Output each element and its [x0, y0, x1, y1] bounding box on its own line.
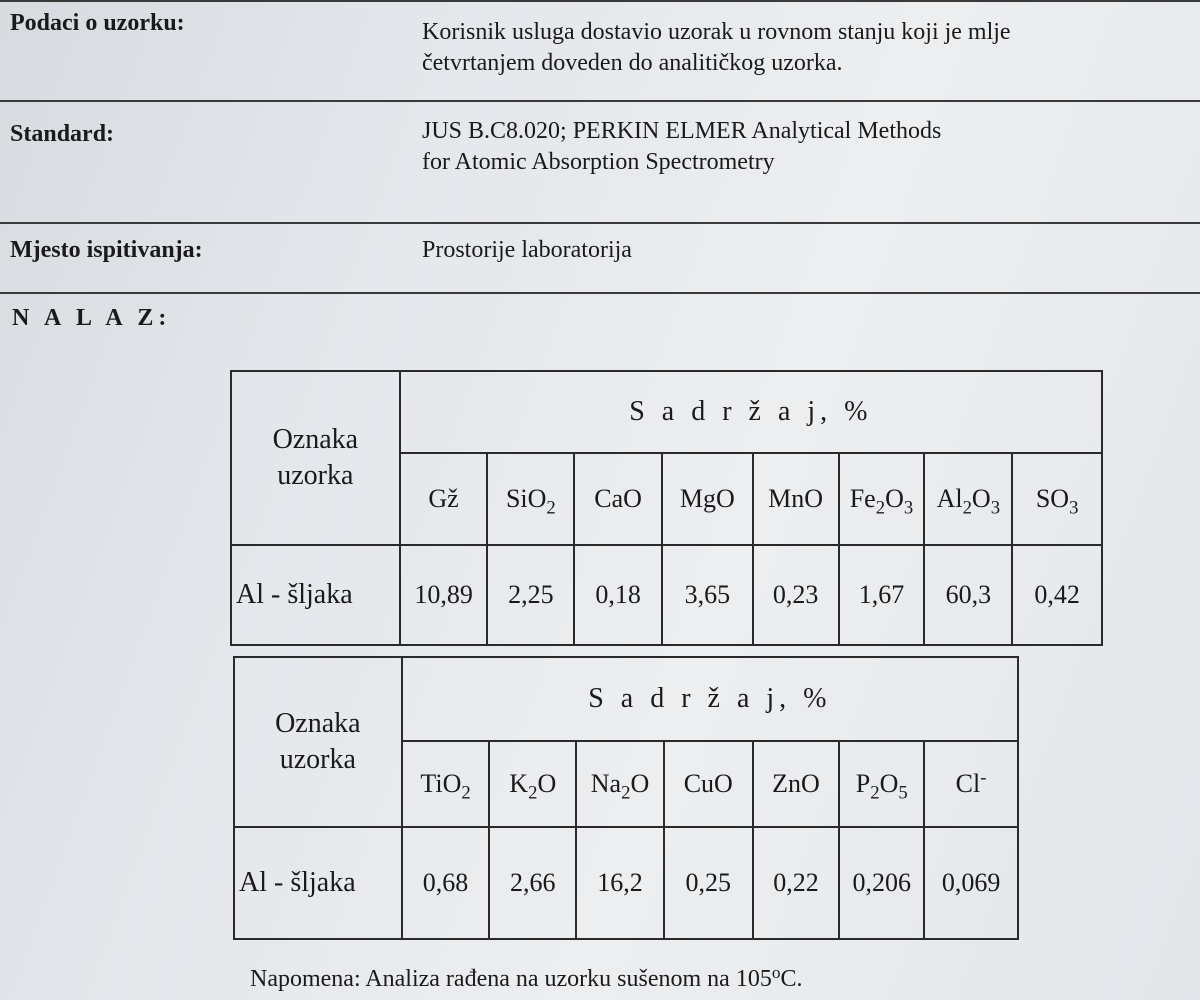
value-cell: 0,23 — [753, 545, 839, 645]
rule-3 — [0, 292, 1200, 294]
formula-text: O — [630, 769, 650, 798]
formula-text: SO — [1035, 484, 1070, 513]
row-label: Al - šljaka — [231, 545, 400, 645]
formula-text: CuO — [683, 769, 733, 798]
sample-label-line2: uzorka — [279, 744, 356, 775]
value-cell: 0,069 — [924, 827, 1018, 939]
sample-info-line1: Korisnik usluga dostavio uzorak u rovnom stanju koji je mlje — [422, 19, 1011, 45]
sample-label-header — [234, 657, 402, 827]
column-header — [753, 741, 840, 827]
value-cell: 10,89 — [400, 545, 488, 645]
column-header — [839, 453, 925, 545]
formula-subscript: 3 — [903, 497, 914, 519]
formula-subscript: 2 — [621, 782, 631, 804]
results-table-1 — [230, 370, 1103, 646]
column-header — [924, 453, 1012, 545]
column-header — [662, 453, 753, 545]
column-header — [402, 741, 490, 827]
sample-label-line2: uzorka — [277, 460, 354, 491]
value-cell: 0,42 — [1012, 545, 1102, 645]
formula-text: Al — [936, 484, 963, 513]
column-header — [924, 741, 1018, 827]
content-percent-header: S a d r ž a j, % — [402, 657, 1018, 741]
rule-top — [0, 0, 1200, 2]
degree-symbol: o — [771, 963, 781, 983]
value-cell: 2,66 — [489, 827, 576, 939]
column-header — [400, 453, 488, 545]
formula-text: O — [537, 769, 557, 798]
sample-label-line1: Oznaka — [272, 424, 359, 455]
formula-subscript: 2 — [546, 497, 556, 519]
sample-label-line1: Oznaka — [275, 708, 361, 739]
value-cell: 2,25 — [487, 545, 574, 645]
results-table-2 — [233, 656, 1019, 940]
formula-text: TiO — [420, 769, 462, 798]
note-text: Napomena: Analiza rađena na uzorku sušenom na 105 — [250, 966, 772, 992]
sample-info-label: Podaci o uzorku: — [10, 10, 185, 36]
content-percent-header: S a d r ž a j, % — [400, 371, 1102, 453]
formula-text: MnO — [768, 484, 824, 513]
sample-label-header — [231, 371, 400, 545]
note-unit: C. — [780, 966, 803, 992]
formula-text: MgO — [679, 484, 735, 513]
value-cell: 3,65 — [662, 545, 753, 645]
standard-line2: for Atomic Absorption Spectrometry — [422, 149, 775, 175]
column-header — [839, 741, 924, 827]
column-header — [753, 453, 839, 545]
row-label: Al - šljaka — [234, 827, 402, 939]
formula-text: K — [509, 769, 529, 798]
formula-text: O — [879, 769, 899, 798]
standard-label: Standard: — [10, 121, 115, 147]
formula-subscript: 3 — [990, 497, 1001, 519]
formula-text: P — [855, 769, 871, 798]
note — [250, 963, 803, 993]
value-cell: 0,206 — [839, 827, 924, 939]
formula-text: ZnO — [772, 769, 820, 798]
test-location-label: Mjesto ispitivanja: — [10, 237, 203, 263]
formula-subscript: 2 — [962, 497, 972, 519]
column-header — [664, 741, 753, 827]
findings-heading: N A L A Z: — [12, 305, 172, 331]
test-location-value: Prostorije laboratorija — [422, 237, 632, 263]
formula-superscript: - — [980, 767, 987, 789]
value-cell: 1,67 — [839, 545, 925, 645]
standard-line1: JUS B.C8.020; PERKIN ELMER Analytical Methods — [422, 118, 942, 144]
formula-subscript: 2 — [528, 782, 538, 804]
standard-text — [422, 116, 941, 178]
formula-text: Gž — [428, 484, 459, 513]
column-header — [574, 453, 662, 545]
formula-subscript: 2 — [875, 497, 886, 519]
formula-text: O — [971, 484, 991, 513]
value-cell: 0,25 — [664, 827, 753, 939]
column-header — [1012, 453, 1102, 545]
rule-2 — [0, 222, 1200, 224]
formula-subscript: 2 — [461, 782, 471, 804]
column-header — [487, 453, 574, 545]
rule-1 — [0, 100, 1200, 102]
formula-text: SiO — [505, 484, 547, 513]
sample-info-line2: četvrtanjem doveden do analitičkog uzorka. — [422, 50, 843, 76]
column-header — [576, 741, 664, 827]
value-cell: 0,68 — [402, 827, 490, 939]
value-cell: 0,22 — [753, 827, 840, 939]
formula-text: Na — [590, 769, 622, 798]
formula-subscript: 2 — [870, 782, 880, 804]
formula-text: Cl — [955, 769, 981, 798]
formula-text: CaO — [594, 484, 642, 513]
value-cell: 0,18 — [574, 545, 662, 645]
value-cell: 60,3 — [924, 545, 1012, 645]
column-header — [489, 741, 576, 827]
formula-subscript: 5 — [898, 782, 908, 804]
formula-text: O — [885, 484, 904, 513]
value-cell: 16,2 — [576, 827, 664, 939]
formula-text: Fe — [849, 484, 876, 513]
formula-subscript: 3 — [1069, 497, 1079, 519]
sample-info-text — [422, 17, 1011, 79]
